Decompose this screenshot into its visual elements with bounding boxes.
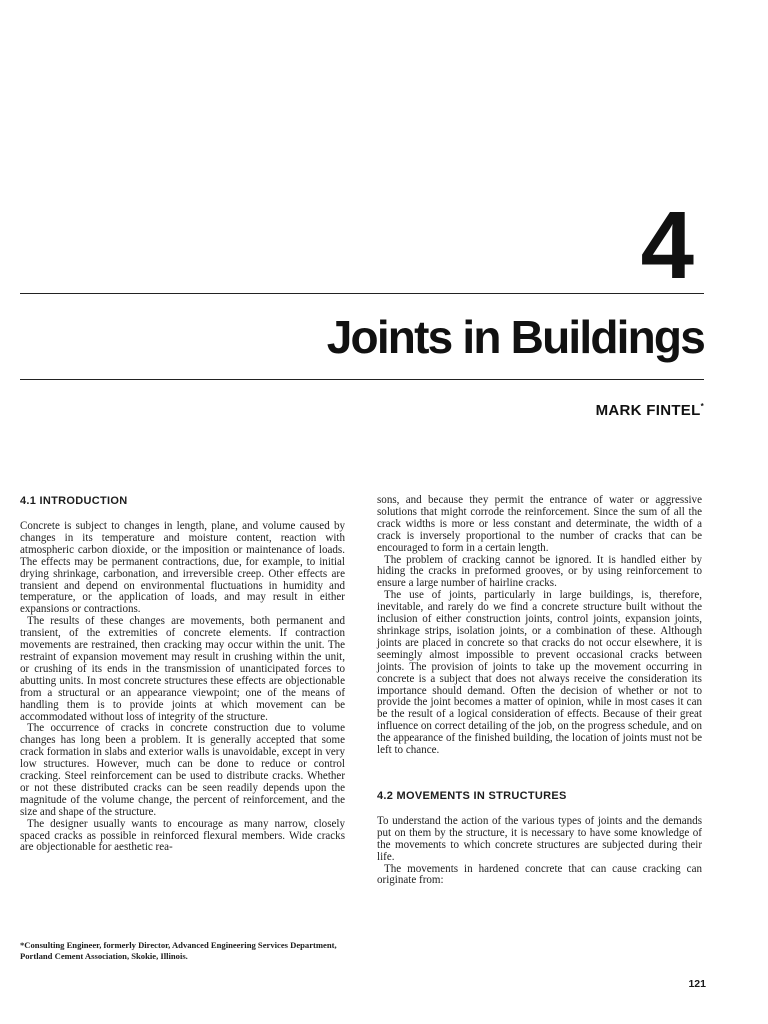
chapter-number: 4: [640, 192, 692, 299]
right-column: [377, 495, 702, 887]
paragraph-continued: sons, and because they permit the entrance of water or aggressive solutions that might corrode the reinforcement. Since the sum of all the crack widths is more or less constant and determinate, the width of a crack is inversely proportional to the number of cracks that can be encouraged to form in a certain length.: [377, 494, 702, 554]
paragraph: The movements in hardened concrete that can cause cracking can originate from:: [377, 862, 702, 887]
author-footnote-marker: *: [700, 402, 704, 411]
paragraph: The results of these changes are movements, both permanent and transient, of the extremities of concrete elements. If contraction movements are restrained, then cracking may occur within the unit. The restraint of expansion movement may result in crushing within the unit, or crushing of its ends in the transmission of unanticipated forces to abutting units. In most concrete structures these effects are objectionable from a structural or an appearance viewpoint; one of the means of handling them is to provide joints at which movement can be accommodated without loss of integrity of the structure.: [20, 615, 345, 723]
section-gap: [377, 757, 702, 790]
title-rule-top: [20, 293, 704, 294]
paragraph: The occurrence of cracks in concrete construction due to volume changes has long been a problem. It is generally accepted that some crack formation in slabs and exterior walls is unavoidable, except in very low structures. However, much can be done to reduce or control cracking. Steel reinforcement can be used to distribute cracks. Whether or not these distributed cracks can be seen readily depends upon the magnitude of the volume change, the percent of reinforcement, and the size and shape of the structure.: [20, 722, 345, 818]
title-rule-bottom: [20, 379, 704, 380]
paragraph: The problem of cracking cannot be ignored. It is handled either by hiding the cracks in preformed grooves, or by using reinforcement to ensure a large number of hairline cracks.: [377, 553, 702, 590]
author-text: MARK FINTEL: [595, 402, 701, 419]
left-column: [20, 495, 345, 854]
paragraph: To understand the action of the various types of joints and the demands put on them by the structure, it is necessary to have some knowledge of the movements to which concrete structures are subjected during their life.: [377, 814, 702, 863]
paragraph: The designer usually wants to encourage as many narrow, closely spaced cracks as possible in reinforced flexural members. Wide cracks are objectionable for aesthetic rea-: [20, 817, 345, 854]
section-heading-movements: 4.2 MOVEMENTS IN STRUCTURES: [377, 789, 567, 802]
chapter-title: Joints in Buildings: [326, 311, 704, 363]
author-name: [596, 402, 704, 419]
paragraph: The use of joints, particularly in large buildings, is, therefore, inevitable, and rarely do we find a concrete structure built without the inclusion of either construction joints, control joints, expansion joints, shrinkage strips, isolation joints, or a combination of these. Although joints are placed in concrete so that cracks do not occur elsewhere, it is seemingly almost impossible to prevent occasional cracks between joints. The provision of joints to take up the movement occurring in concrete is a subject that does not always receive the consideration its importance should demand. Often the decision of whether or not to provide the joint becomes a matter of opinion, while in most cases it can be the result of a logical consideration of effects. Because of their great influence on correct detailing of the job, on the progress schedule, and on the appearance of the finished building, the location of joints must not be left to chance.: [377, 589, 702, 757]
paragraph: Concrete is subject to changes in length, plane, and volume caused by changes in its temperature and moisture content, reaction with atmospheric carbon dioxide, or the imposition or maintenance of loads. The effects may be permanent contractions, due, for example, to initial drying shrinkage, carbonation, and irreversible creep. Other effects are transient and depend on environmental fluctuations in humidity and temperature, or the application of loads, and may result in either expansions or contractions.: [20, 520, 345, 616]
section-heading-introduction: 4.1 INTRODUCTION: [20, 495, 128, 507]
page-number: 121: [688, 978, 706, 990]
author-footnote: *Consulting Engineer, formerly Director, Advanced Engineering Services Department, Portland Cement Association, Skokie, Illinois.: [20, 940, 337, 961]
